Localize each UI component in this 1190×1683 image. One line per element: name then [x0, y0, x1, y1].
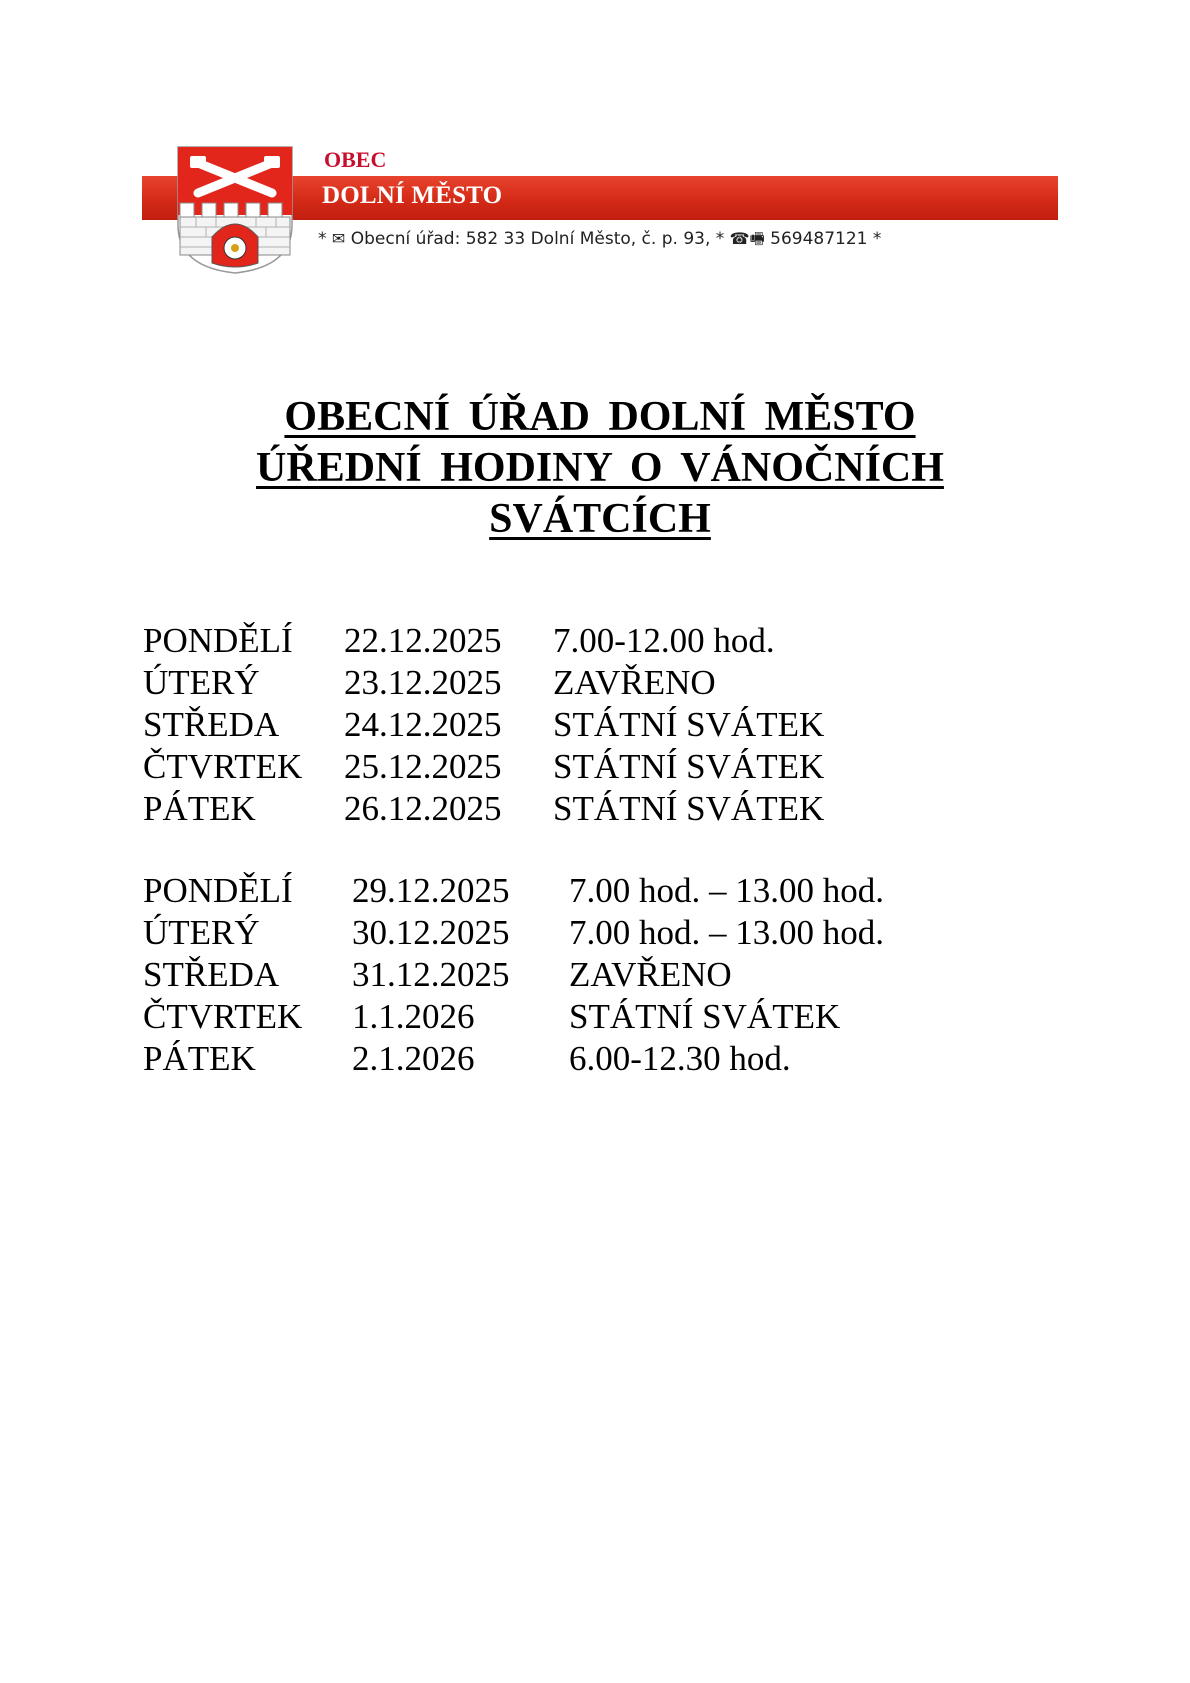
schedule-date: 2.1.2026: [352, 1039, 475, 1078]
schedule-date: 30.12.2025: [352, 913, 510, 952]
schedule-day: PONDĚLÍ: [143, 871, 293, 910]
schedule-day: ČTVRTEK: [143, 747, 303, 786]
envelope-icon: ✉: [331, 229, 346, 248]
schedule-hours: 7.00 hod. – 13.00 hod.: [569, 871, 884, 910]
letterhead-prefix: OBEC: [324, 147, 387, 172]
schedule-hours: STÁTNÍ SVÁTEK: [553, 705, 825, 744]
coat-of-arms-icon: [176, 145, 294, 275]
schedule-date: 25.12.2025: [344, 747, 502, 786]
schedule-hours: STÁTNÍ SVÁTEK: [553, 789, 825, 828]
schedule-day: ČTVRTEK: [143, 997, 303, 1036]
schedule-hours: 7.00 hod. – 13.00 hod.: [569, 913, 884, 952]
contact-phone: 569487121 *: [770, 229, 882, 249]
letterhead-village-name: DOLNÍ MĚSTO: [322, 182, 503, 209]
schedule-date: 22.12.2025: [344, 621, 502, 660]
schedule-date: 31.12.2025: [352, 955, 510, 994]
schedule-day: PÁTEK: [143, 1039, 256, 1078]
fax-icon: 🖷: [749, 229, 765, 248]
schedule-date: 1.1.2026: [352, 997, 475, 1036]
schedule-day: PONDĚLÍ: [143, 621, 293, 660]
schedule-date: 23.12.2025: [344, 663, 502, 702]
schedule-day: STŘEDA: [143, 705, 280, 744]
schedule-day: ÚTERÝ: [143, 913, 260, 952]
schedule-date: 26.12.2025: [344, 789, 502, 828]
title-line-1: OBECNÍ ÚŘAD DOLNÍ MĚSTO: [284, 394, 916, 440]
schedule-day: STŘEDA: [143, 955, 280, 994]
schedule-day: ÚTERÝ: [143, 663, 260, 702]
title-line-3: SVÁTCÍCH: [489, 496, 711, 542]
schedule-hours: 6.00-12.30 hod.: [569, 1039, 791, 1078]
contact-address: Obecní úřad: 582 33 Dolní Město, č. p. 93, *: [350, 229, 725, 249]
schedule-hours: STÁTNÍ SVÁTEK: [553, 747, 825, 786]
schedule-hours: STÁTNÍ SVÁTEK: [569, 997, 841, 1036]
schedule-date: 29.12.2025: [352, 871, 510, 910]
document-title: [142, 392, 1058, 545]
schedule-date: 24.12.2025: [344, 705, 502, 744]
contact-star: *: [318, 229, 327, 249]
title-line-2: ÚŘEDNÍ HODINY O VÁNOČNÍCH: [256, 445, 944, 491]
letterhead: [142, 142, 1058, 280]
schedule-hours: ZAVŘENO: [569, 955, 732, 994]
letterhead-contact: [318, 228, 881, 255]
phone-icon: ☎: [729, 229, 750, 248]
schedule-hours: 7.00-12.00 hod.: [553, 621, 775, 660]
schedule-day: PÁTEK: [143, 789, 256, 828]
schedule-hours: ZAVŘENO: [553, 663, 716, 702]
